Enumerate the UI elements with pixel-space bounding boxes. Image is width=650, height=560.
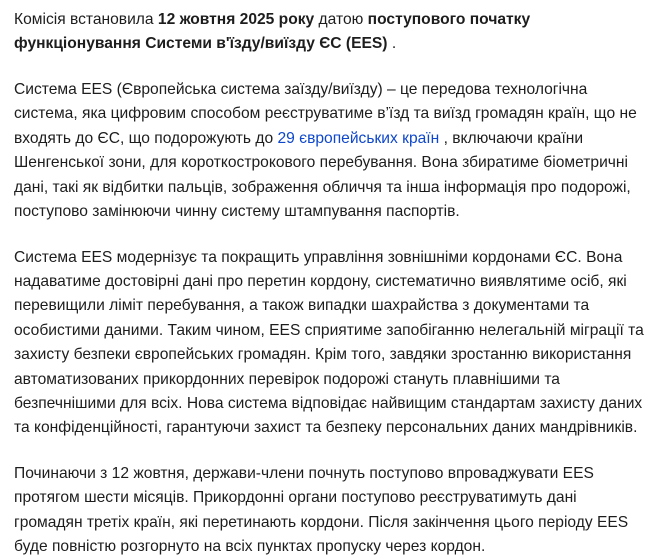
description-text-end: , включаючи країни Шенгенської зони, для короткострокового перебування. Вона збиратиме біометричні дані, такі як відбитки пальців, зображення обличчя та інша інформація про подорожі, поступово замінюючи чинну систему штампування паспортів. [14,129,631,221]
paragraph-launch-date [14,8,646,57]
launch-text-middle: датою [314,11,368,28]
launch-text-intro: Комісія встановила [14,11,158,28]
paragraph-border-management: Система EES модернізує та покращить управління зовнішніми кордонами ЄС. Вона надаватиме достовірні дані про перетин кордону, систематично виявлятиме осіб, які перевищили ліміт перебування, а також випадки шахрайства з документами та особистими даними. Таким чином, EES сприятиме запобіганню нелегальній міграції та захисту безпеки європейських громадян. Крім того, завдяки зростанню використання автоматизованих прикордонних перевірок подорожі стануть плавнішими та безпечнішими для всіх. Нова система відповідає найвищим стандартам захисту даних та конфіденційності, гарантуючи захист та безпеку персональних даних мандрівників. [14,248,644,437]
paragraph-rollout: Починаючи з 12 жовтня, держави-члени почнуть поступово впроваджувати EES протягом шести місяців. Прикордонні органи поступово реєструватимуть дані громадян третіх країн, які перетинають кордони. Після закінчення цього періоду EES буде повністю розгорнуто на всіх пунктах пропуску через кордон. [14,465,629,556]
launch-text-end: . [387,35,397,53]
description-text-start: Система EES (Європейська система заїзду/виїзду) – це передова технологічна система, яка цифровим способом реєструватиме в’їзд та виїзд громадян країн, що не входять до ЄС, що подорожують до [14,81,637,147]
ees-system-name: поступового початку функціонування Системи в'їзду/виїзду ЄС (EES) [14,11,531,53]
article-body [14,8,646,560]
european-countries-link[interactable]: 29 європейських країн [277,129,440,147]
paragraph-ees-description [14,78,646,224]
launch-date: 12 жовтня 2025 року [157,11,315,28]
